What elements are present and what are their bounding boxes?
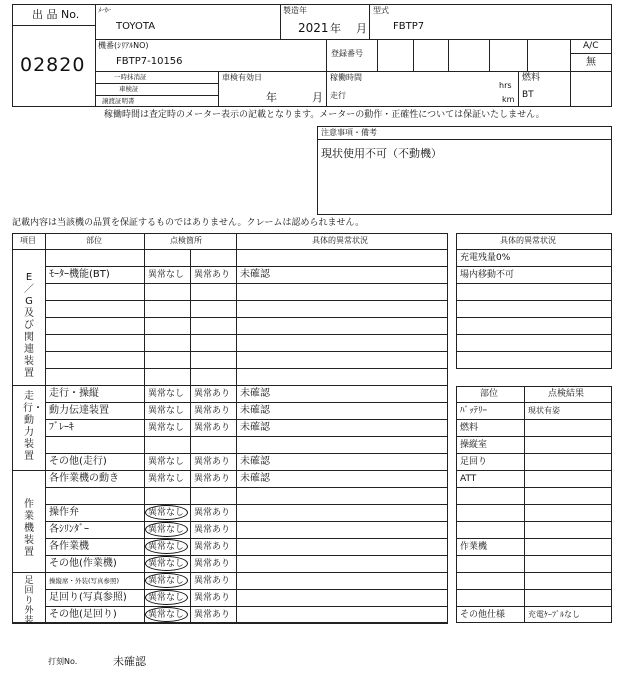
row-part: その他(走行) [49,456,107,467]
parts-row-part: その他仕様 [460,610,506,620]
row-ok: 異常なし [148,610,185,620]
check-circle [145,590,188,605]
transfer-cert-label: 譲渡証明書 [102,97,135,105]
row-ng: 異常あり [194,457,231,467]
travel-label: 走行 [330,91,346,100]
row-ng: 異常あり [194,389,231,399]
row-ok: 異常なし [148,525,185,535]
km-unit: km [502,95,515,104]
row-part: 足回り(写真参照) [49,592,127,603]
row-part: その他(作業機) [49,558,117,569]
exhibit-number: 02820 [20,54,86,76]
year-value: 2021 [298,21,329,35]
check-circle [145,556,188,571]
parts-row-part: 操縦室 [460,440,488,450]
row-ng: 異常あり [194,610,231,620]
group-label-work: 作業機装置 [24,499,34,558]
row-ng: 異常あり [194,559,231,569]
row-ok: 異常なし [148,576,185,586]
group-label-chassis: 足回り外装 [24,576,34,626]
serial-label: 機番(ｼﾘｱﾙNO) [98,41,149,50]
remarks-text: 現状使用不可（不動機） [321,147,442,160]
row-ng: 異常あり [194,423,231,433]
row-part: 動力伝達装置 [49,405,109,416]
row-part: ﾓｰﾀｰ機能(BT) [49,269,110,280]
row-status: 未確認 [240,269,270,280]
row-ng: 異常あり [194,542,231,552]
header-status: 具体的異常状況 [312,236,368,245]
exhibit-no-label: 出 品 No. [32,8,80,21]
status-row: 場内移動不可 [460,270,515,280]
row-status: 未確認 [240,456,270,467]
row-ok: 異常なし [148,559,185,569]
fuel-value: BT [522,90,534,100]
row-part: 各ｼﾘﾝﾀﾞｰ [49,524,89,535]
row-ok: 異常なし [148,270,185,280]
check-circle [145,573,188,588]
row-part: 走行・操縦 [49,388,99,399]
row-ok: 異常なし [148,389,185,399]
hours-disclaimer: 稼働時間は査定時のメーター表示の記載となります。メーターの動作・正確性については保証いたしません。 [104,110,545,120]
model-label: 型式 [373,6,389,15]
parts-row-part: 燃料 [460,423,479,433]
row-ng: 異常あり [194,576,231,586]
temp-cert-label: 一時抹消証 [114,73,147,81]
row-part: 操作弁 [49,507,79,518]
row-part: その他(足回り) [49,609,117,620]
row-status: 未確認 [240,473,270,484]
remarks-label: 注意事項・備考 [321,128,377,137]
row-ok: 異常なし [148,542,185,552]
parts-row-result: 充電ｹｰﾌﾞﾙなし [528,610,580,619]
row-status: 未確認 [240,422,270,433]
row-ok: 異常なし [148,593,185,603]
header-item: 項目 [20,236,36,245]
ac-value: 無 [586,57,596,68]
row-status: 未確認 [240,388,270,399]
row-ng: 異常あり [194,270,231,280]
parts-header-result: 点検結果 [548,389,585,399]
stamp-number-value: 未確認 [113,655,146,668]
month-unit: 月 [356,22,367,35]
row-ng: 異常あり [194,593,231,603]
inspection-cert-label: 車検証 [119,85,139,93]
group-label-engine: E／G及び関連装置 [24,272,34,379]
header-part: 部位 [86,236,102,245]
row-ng: 異常あり [194,474,231,484]
expiry-year-unit: 年 [266,91,277,104]
check-circle [145,505,188,520]
inspection-expiry-label: 車検有効日 [222,73,262,82]
maker-label: ﾒｰｶｰ [98,6,111,14]
status-row: 充電残量0% [460,253,511,263]
row-part: 各作業機 [49,541,89,552]
row-ok: 異常なし [148,474,185,484]
row-ng: 異常あり [194,508,231,518]
parts-row-part: ﾊﾞｯﾃﾘｰ [460,406,488,416]
row-part: 各作業機の動き [49,473,119,484]
check-circle [145,539,188,554]
right-status-header: 具体的異常状況 [500,236,556,245]
parts-header-part: 部位 [480,389,499,399]
year-unit: 年 [330,22,341,35]
operating-hours-label: 稼働時間 [330,73,362,82]
year-label: 製造年 [283,6,307,15]
row-ok: 異常なし [148,508,185,518]
row-ng: 異常あり [194,525,231,535]
parts-row-part: 足回り [460,457,488,467]
row-part: ﾌﾞﾚｰｷ [49,422,74,433]
check-circle [145,607,188,622]
maker-value: TOYOTA [116,21,156,32]
parts-row-part: ATT [460,474,477,484]
check-circle [145,522,188,537]
expiry-month-unit: 月 [312,91,323,104]
ac-label: A/C [583,41,599,51]
parts-row-result: 現状有姿 [528,406,560,415]
serial-value: FBTP7-10156 [116,56,183,67]
row-part: 操縦席・外装(写真参照) [49,577,120,585]
registration-label: 登録番号 [331,49,363,58]
group-label-travel: 走行・動力装置 [23,391,43,462]
row-ng: 異常あり [194,406,231,416]
header-check-point: 点検箇所 [170,236,202,245]
row-ok: 異常なし [148,423,185,433]
parts-row-part: 作業機 [460,542,488,552]
row-ok: 異常なし [148,457,185,467]
model-value: FBTP7 [393,21,425,32]
hrs-unit: hrs [499,81,512,90]
row-status: 未確認 [240,405,270,416]
fuel-label: 燃料 [522,73,541,83]
stamp-number-label: 打刻No. [48,657,78,666]
quality-disclaimer: 記載内容は当該機の品質を保証するものではありません。クレームは認められません。 [12,218,365,228]
row-ok: 異常なし [148,406,185,416]
